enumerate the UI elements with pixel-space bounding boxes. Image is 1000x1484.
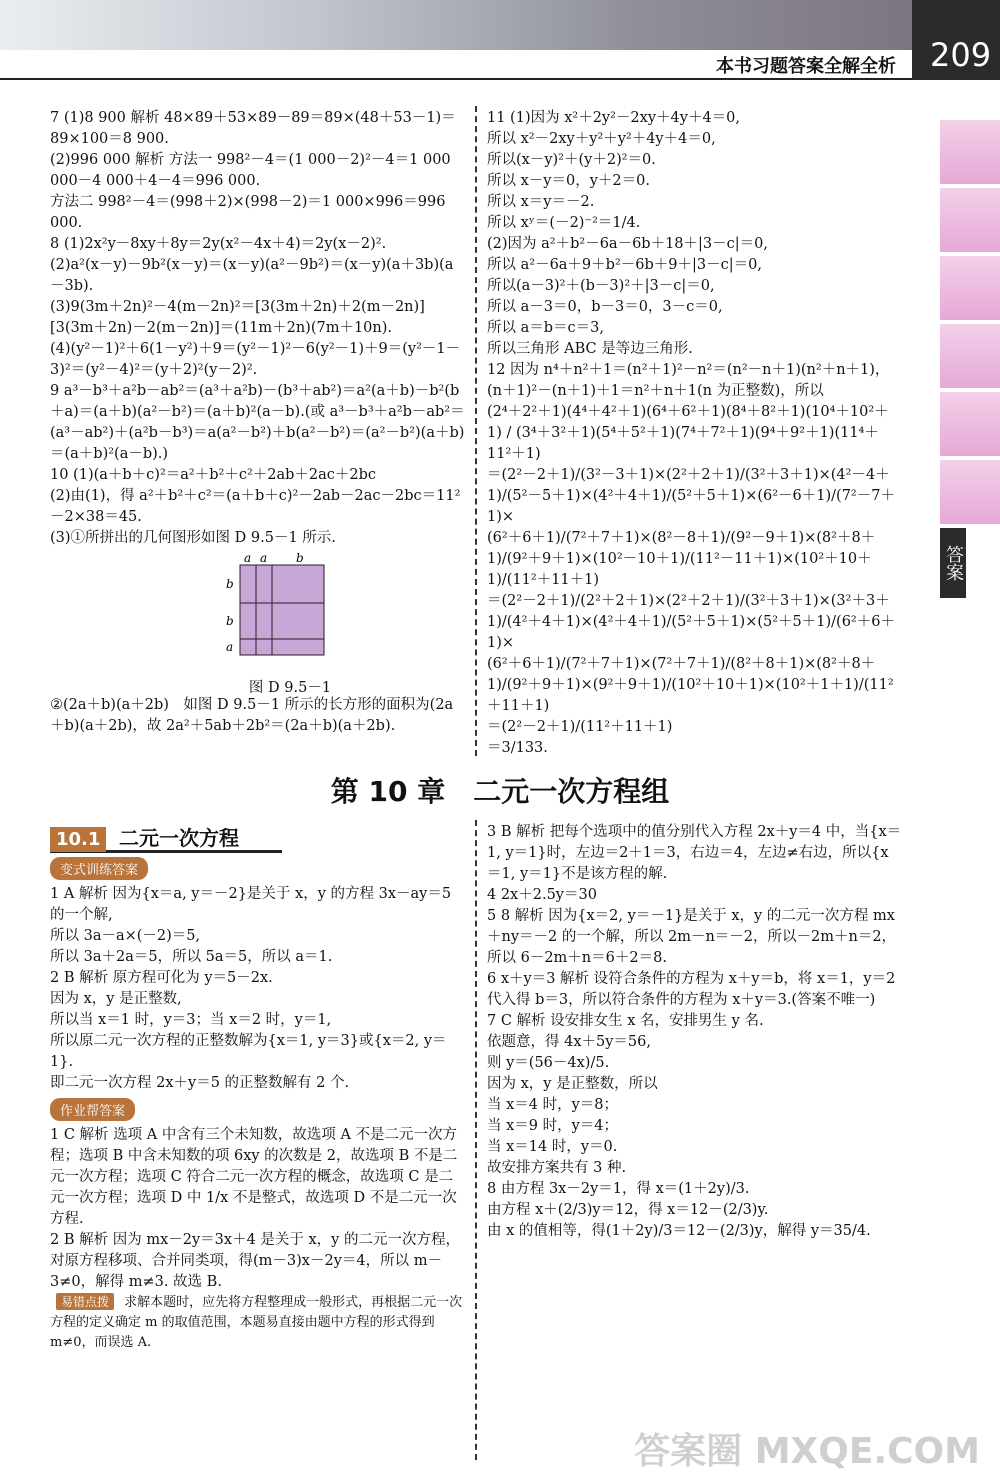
answer-line: 当 x＝9 时，y＝4； [487,1118,619,1134]
answer-line: (2)由(1)，得 a²＋b²＋c²＝(a＋b＋c)²－2ab－2ac－2bc＝11²－2×38＝45. [50,488,461,525]
column-divider [475,106,477,756]
answer-line: 8 由方程 3x－2y＝1，得 x＝(1＋2y)/3. [487,1181,750,1197]
answer-line: (2⁴＋2²＋1)(4⁴＋4²＋1)(6⁴＋6²＋1)(8⁴＋8²＋1)(10⁴＋10²＋1) / (3⁴＋3²＋1)(5⁴＋5²＋1)(7⁴＋7²＋1)(9⁴＋9²＋1)(11⁴＋11²＋1) [487,404,889,462]
answer-line: 所以当 x＝1 时，y＝3；当 x＝2 时，y＝1, [50,1012,332,1028]
page-number: 209 [930,36,992,74]
answer-line: 因为 x，y 是正整数, [50,991,182,1007]
side-tab [940,256,1000,320]
answer-line: 4 2x＋2.5y＝30 [487,887,597,903]
answer-line: ＝(2²－2＋1)/(3²－3＋1)×(2²＋2＋1)/(3²＋3＋1)×(4²－4＋1)/(5²－5＋1)×(4²＋4＋1)/(5²＋5＋1)×(6²－6＋1)/(7²－7＋1)× [487,467,895,525]
answer-line: 由方程 x＋(2/3)y＝12，得 x＝12－(2/3)y. [487,1202,769,1218]
section-title: 二元一次方程 [119,826,240,850]
error-note-tag: 易错点拨 [56,1293,114,1310]
side-tab [940,188,1000,252]
error-note-text: 求解本题时，应先将方程整理成一般形式，再根据二元一次方程的定义确定 m 的取值范围，本题易直接由题中方程的形式得到 m≠0，而误选 A. [50,1295,463,1350]
answer-line: 12 因为 n⁴＋n²＋1＝(n²＋1)²－n²＝(n²－n＋1)(n²＋n＋1)，(n＋1)²－(n＋1)＋1＝n²＋n＋1(n 为正整数)，所以 [487,362,890,399]
answer-line: (6²＋6＋1)/(7²＋7＋1)×(7²＋7＋1)/(8²＋8＋1)×(8²＋8＋1)/(9²＋9＋1)×(9²＋9＋1)/(10²＋10＋1)×(10²＋1＋1)/(11²＋11＋1) [487,656,894,714]
watermark: 答案圈 MXQE.COM [634,1431,980,1472]
answer-line: 7 (1)8 900 解析 48×89＋53×89－89＝89×(48＋53－1)＝89×100＝8 900. [50,110,456,147]
answer-line: 所以(x－y)²＋(y＋2)²＝0. [487,152,656,168]
column-top-right [487,108,902,759]
header-banner [0,0,912,50]
diagram-label: a [260,553,268,565]
answer-line: ＝(2²－2＋1)/(2²＋2＋1)×(2²＋2＋1)/(3²＋3＋1)×(3²＋3＋1)/(4²＋4＋1)×(4²＋4＋1)/(5²＋5＋1)×(5²＋5＋1)/(6²＋6＋1)× [487,593,895,651]
answer-line: 当 x＝4 时，y＝8； [487,1097,619,1113]
column-divider [475,820,477,1460]
column-bottom-right [487,822,902,1242]
answer-line: 故安排方案共有 3 种. [487,1160,627,1176]
answer-line: 所以 a²－6a＋9＋b²－6b＋9＋|3－c|＝0, [487,257,762,273]
figure-d951 [220,553,465,696]
answer-line: 所以 3a＋2a＝5，所以 5a＝5，所以 a＝1. [50,949,333,965]
answer-line: 所以原二元一次方程的正整数解为{x＝1, y＝3}或{x＝2, y＝1}. [50,1033,447,1070]
rectangle-diagram [220,553,360,671]
answer-line: 所以 a－3＝0，b－3＝0，3－c＝0, [487,299,723,315]
section-heading [50,822,282,853]
answer-line: 当 x＝14 时，y＝0. [487,1139,618,1155]
side-tab [940,120,1000,184]
answer-line: (2)a²(x－y)－9b²(x－y)＝(x－y)(a²－9b²)＝(x－y)(a＋3b)(a－3b). [50,257,454,294]
column-bottom-left [50,822,465,1353]
answer-line: (3)①所拼出的几何图形如图 D 9.5－1 所示. [50,530,336,546]
answer-line: 6 x＋y＝3 解析 设符合条件的方程为 x＋y＝b，将 x＝1，y＝2 代入得 b＝3，所以符合条件的方程为 x＋y＝3.(答案不唯一) [487,971,900,1008]
answer-line: 1 A 解析 因为{x＝a, y＝－2}是关于 x，y 的方程 3x－ay＝5 的一个解, [50,886,456,923]
answer-line: 11 (1)因为 x²＋2y²－2xy＋4y＋4＝0, [487,110,740,126]
answer-line: 依题意，得 4x＋5y＝56, [487,1034,651,1050]
answer-line: (3)9(3m＋2n)²－4(m－2n)²＝[3(3m＋2n)＋2(m－2n)][3(3m＋2n)－2(m－2n)]＝(11m＋2n)(7m＋10n). [50,299,425,336]
side-tabs [940,120,1000,602]
column-top-left [50,108,465,737]
answer-line: 5 8 解析 因为{x＝2, y＝－1}是关于 x，y 的二元一次方程 mx＋ny＝－2 的一个解，所以 2m－n＝－2，所以－2m＋n＝2，所以 6－2m＋n＝6＋2＝8. [487,908,897,966]
answer-line: (4)(y²－1)²＋6(1－y²)＋9＝(y²－1)²－6(y²－1)＋9＝(y²－1－3)²＝(y²－4)²＝(y＋2)²(y－2)². [50,341,461,378]
figure-caption: 图 D 9.5－1 [248,680,332,696]
answer-line: ＝(2²－2＋1)/(11²＋11＋1) [487,719,673,735]
answer-line: (6²＋6＋1)/(7²＋7＋1)×(8²－8＋1)/(9²－9＋1)×(8²＋8＋1)/(9²＋9＋1)×(10²－10＋1)/(11²－11＋1)×(10²＋10＋1)/(11²＋11＋1) [487,530,876,588]
diagram-label: b [226,614,234,628]
answer-line: 7 C 解析 设安排女生 x 名，安排男生 y 名. [487,1013,764,1029]
answer-line: 则 y＝(56－4x)/5. [487,1055,610,1071]
answer-line: ＝3/133. [487,740,548,756]
answer-line: 9 a³－b³＋a²b－ab²＝(a³＋a²b)－(b³＋ab²)＝a²(a＋b)－b²(b＋a)＝(a＋b)(a²－b²)＝(a＋b)²(a－b).(或 a³－b³＋a²b－ab²＝(a³－ab²)＋(a²b－b³)＝a(a²－b²)＋b(a²－b²)＝(a²－b²)(a＋b)＝(a＋b)²(a－b).) [50,383,465,462]
section-number: 10.1 [50,827,106,852]
diagram-rect [240,565,324,655]
answer-line: ②(2a＋b)(a＋2b) 如图 D 9.5－1 所示的长方形的面积为(2a＋b)(a＋2b)，故 2a²＋5ab＋2b²＝(2a＋b)(a＋2b). [50,697,454,734]
answer-line: 即二元一次方程 2x＋y＝5 的正整数解有 2 个. [50,1075,350,1091]
diagram-label: b [296,553,304,565]
answer-line: 所以 a＝b＝c＝3, [487,320,604,336]
side-tab [940,460,1000,524]
answer-line: 8 (1)2x²y－8xy＋8y＝2y(x²－4x＋4)＝2y(x－2)². [50,236,387,252]
diagram-label: a [244,553,252,565]
answer-line: 1 C 解析 选项 A 中含有三个未知数，故选项 A 不是二元一次方程；选项 B 中含未知数的项 6xy 的次数是 2，故选项 B 不是二元一次方程；选项 C 符合二元一次方程的概念，故选项 C 是二元一次方程；选项 D 中 1/x 不是整式，故选项 D 不是二元一次方程. [50,1127,458,1227]
answer-line: 所以 x＝y＝－2. [487,194,595,210]
answer-line: (2)因为 a²＋b²－6a－6b＋18＋|3－c|＝0, [487,236,768,252]
answer-line: 由 x 的值相等，得(1＋2y)/3＝12－(2/3)y，解得 y＝35/4. [487,1223,871,1239]
answer-line: 所以 x²－2xy＋y²＋y²＋4y＋4＝0, [487,131,716,147]
answer-line: 所以 3a－a×(－2)＝5, [50,928,201,944]
answer-line: 所以(a－3)²＋(b－3)²＋|3－c|＝0, [487,278,715,294]
answer-line: 所以 xʸ＝(－2)⁻²＝1/4. [487,215,641,231]
diagram-label: b [226,577,234,591]
side-tab-answers: 答案 [940,528,966,598]
answer-line: 因为 x，y 是正整数，所以 [487,1076,658,1092]
header-title: 本书习题答案全解全析 [716,56,896,77]
practice-answers-pill: 变式训练答案 [50,857,148,880]
answer-line: 3 B 解析 把每个选项中的值分别代入方程 2x＋y＝4 中，当{x＝1, y＝1}时，左边＝2＋1＝3，右边＝4，左边≠右边，所以{x＝1, y＝1}不是该方程的解. [487,824,902,882]
answer-line: 所以三角形 ABC 是等边三角形. [487,341,693,357]
diagram-label: a [226,640,234,654]
answer-line: 10 (1)(a＋b＋c)²＝a²＋b²＋c²＋2ab＋2ac＋2bc [50,467,377,483]
answer-line: 所以 x－y＝0，y＋2＝0. [487,173,650,189]
answer-line: (2)996 000 解析 方法一 998²－4＝(1 000－2)²－4＝1 000 000－4 000＋4－4＝996 000. [50,152,456,189]
side-tab [940,392,1000,456]
answer-line: 方法二 998²－4＝(998＋2)×(998－2)＝1 000×996＝996 000. [50,194,451,231]
answer-line: 2 B 解析 原方程可化为 y＝5－2x. [50,970,273,986]
homework-answers-pill: 作业帮答案 [50,1098,135,1121]
header-rule [0,78,912,80]
chapter-title: 第 10 章 二元一次方程组 [330,775,670,808]
answer-line: 2 B 解析 因为 mx－2y＝3x＋4 是关于 x，y 的二元一次方程，对原方程移项、合并同类项，得(m－3)x－2y＝4，所以 m－3≠0，解得 m≠3. 故选 B. [50,1232,460,1290]
error-note [50,1293,465,1353]
side-tab [940,324,1000,388]
